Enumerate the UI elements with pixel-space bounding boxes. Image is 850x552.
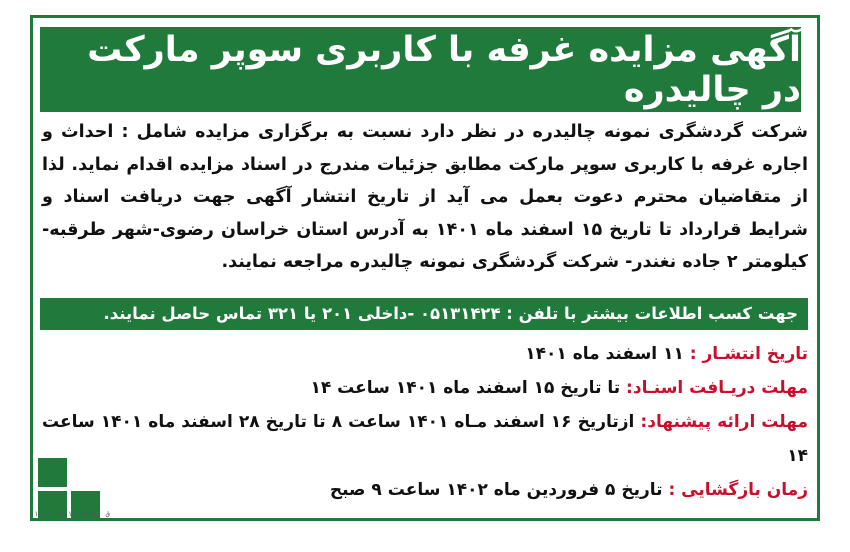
detail-document-deadline bbox=[42, 371, 808, 405]
detail-opening-time bbox=[42, 473, 808, 507]
watermark-text: ۱۴۰۱-۱۲-۱۴ ۱۷:۴۰ ق bbox=[34, 510, 110, 518]
detail-label: زمان بازگشایی : bbox=[662, 480, 808, 500]
detail-value: ازتاریخ ۱۶ اسفند مـاه ۱۴۰۱ ساعت ۸ تا تاریخ ۲۸ اسفند ماه ۱۴۰۱ ساعت ۱۴ bbox=[42, 412, 808, 466]
detail-label: مهلت ارائه پیشنهاد: bbox=[634, 412, 808, 432]
detail-proposal-period bbox=[42, 405, 808, 473]
ad-title-banner bbox=[40, 27, 801, 112]
detail-publish-date bbox=[42, 337, 808, 371]
contact-banner bbox=[40, 298, 808, 330]
detail-label: مهلت دریـافت اسنـاد: bbox=[620, 378, 808, 398]
logo-square-icon bbox=[38, 458, 67, 487]
detail-label: تاریخ انتشـار : bbox=[683, 344, 808, 364]
detail-value: ۱۱ اسفند ماه ۱۴۰۱ bbox=[525, 344, 684, 364]
details-list bbox=[42, 337, 808, 507]
detail-value: تاریخ ۵ فروردین ماه ۱۴۰۲ ساعت ۹ صبح bbox=[329, 480, 663, 500]
detail-value: تا تاریخ ۱۵ اسفند ماه ۱۴۰۱ ساعت ۱۴ bbox=[310, 378, 621, 398]
ad-body-paragraph: شرکت گردشگری نمونه چالیدره در نظر دارد نسبت به برگزاری مزایده شامل : احداث و اجاره غرفه با کاربری سوپر مارکت مطابق جزئیات مندرج در اسناد مزایده اقدام نماید. لذا از متقاضیان محترم دعوت بعمل می آید از تاریخ انتشار آگهی جهت دریافت اسناد و شرایط قرارداد تا تاریخ ۱۵ اسفند ماه ۱۴۰۱ به آدرس استان خراسان رضوی-شهر طرقبه-کیلومتر ۲ جاده نغندر- شرکت گردشگری نمونه چالیدره مراجعه نمایند. bbox=[42, 122, 808, 272]
ad-title: آگهی مزایده غرفه با کاربری سوپر مارکت در چالیدره bbox=[87, 29, 801, 110]
contact-text: جهت کسب اطلاعات بیشتر با تلفن : ۰۵۱۳۱۴۲۴ -داخلی ۲۰۱ یا ۳۲۱ تماس حاصل نمایند. bbox=[103, 304, 798, 323]
